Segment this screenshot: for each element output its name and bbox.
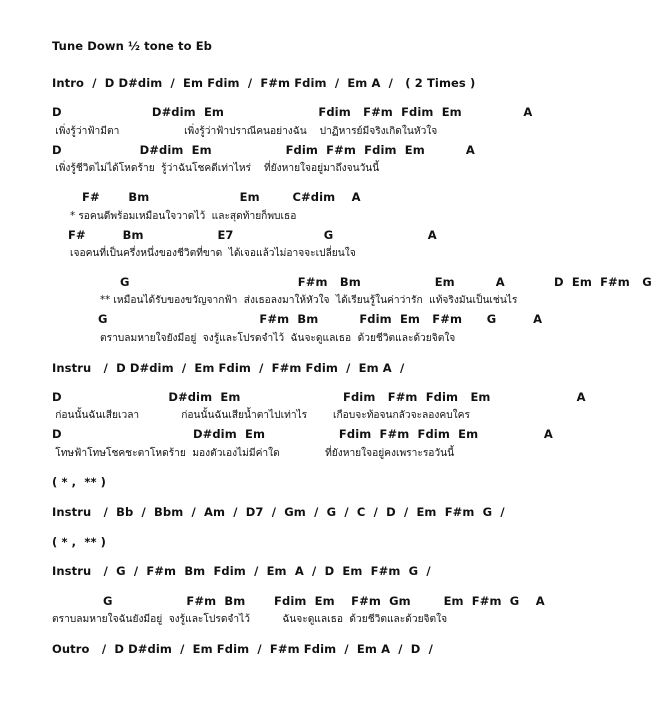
repeat-marker-2: ( * , ** )	[52, 535, 107, 549]
verse2-lyric-line-2: โทษฟ้าโทษโชคชะตาโหดร้าย มองตัวเองไม่มีค่าใด ที่ยังหายใจอยู่คงเพราะรอวันนี้	[52, 448, 455, 459]
verse1-lyric-line-1: เพิ่งรู้ว่าฟ้ามีตา เพิ่งรู้ว่าฟ้าปราณีคนอย่างฉัน ปาฏิหารย์มีจริงเกิดในหัวใจ	[52, 126, 438, 137]
repeat-marker-1: ( * , ** )	[52, 475, 107, 489]
verse1-lyric-line-2: เพิ่งรู้ชีวิตไม่ได้โหดร้าย รู้ว่าฉันโชคดีเท่าไหร่ ที่ยังหายใจอยู่มาถึงจนวันนี้	[52, 163, 380, 174]
verse2-chord-line-2: D D#dim Em Fdim F#m Fdim Em A	[52, 427, 553, 441]
chorus1-chord-line-1: F# Bm Em C#dim A	[82, 190, 361, 204]
ending-chord-line: G F#m Bm Fdim Em F#m Gm Em F#m G A	[103, 594, 545, 608]
intro-line: Intro / D D#dim / Em Fdim / F#m Fdim / Em A / ( 2 Times )	[52, 76, 476, 90]
verse1-chord-line-2: D D#dim Em Fdim F#m Fdim Em A	[52, 143, 475, 157]
chorus2-chord-line-1: G F#m Bm Em A D Em F#m G	[120, 275, 652, 289]
instrumental-line-1: Instru / D D#dim / Em Fdim / F#m Fdim / Em A /	[52, 361, 405, 375]
instrumental-line-3: Instru / G / F#m Bm Fdim / Em A / D Em F#m G /	[52, 564, 431, 578]
chorus2-lyric-line-2: ตราบลมหายใจยังมีอยู่ จงรู้และโปรดจำไว้ ฉันจะดูแลเธอ ด้วยชีวิตและด้วยจิตใจ	[100, 333, 456, 344]
chorus1-lyric-line-2: เจอคนที่เป็นครึ่งหนึ่งของชีวิตที่ขาด ได้เจอแล้วไม่อาจจะเปลี่ยนใจ	[70, 248, 356, 259]
verse1-chord-line-1: D D#dim Em Fdim F#m Fdim Em A	[52, 105, 533, 119]
verse2-lyric-line-1: ก่อนนั้นฉันเสียเวลา ก่อนนั้นฉันเสียน้ำตาไปเท่าไร เกือบจะท้อจนกลัวจะลองคบใคร	[52, 410, 470, 421]
instrumental-line-2: Instru / Bb / Bbm / Am / D7 / Gm / G / C / D / Em F#m G /	[52, 505, 505, 519]
chorus2-chord-line-2: G F#m Bm Fdim Em F#m G A	[98, 312, 543, 326]
chorus2-lyric-line-1: ** เหมือนได้รับของขวัญจากฟ้า ส่งเธอลงมาให้หัวใจ ได้เรียนรู้ในค่าว่ารัก แท้จริงมันเป็นเช่นไร	[100, 295, 518, 306]
chorus1-chord-line-2: F# Bm E7 G A	[68, 228, 437, 242]
verse2-chord-line-1: D D#dim Em Fdim F#m Fdim Em A	[52, 390, 586, 404]
chorus1-lyric-line-1: * รอคนดีพร้อมเหมือนใจวาดไว้ และสุดท้ายก็พบเธอ	[70, 211, 297, 222]
tuning-title: Tune Down ½ tone to Eb	[52, 39, 213, 53]
outro-line: Outro / D D#dim / Em Fdim / F#m Fdim / Em A / D /	[52, 642, 433, 656]
ending-lyric-line: ตราบลมหายใจฉันยังมีอยู่ จงรู้และโปรดจำไว้ ฉันจะดูแลเธอ ด้วยชีวิตและด้วยจิตใจ	[52, 614, 448, 625]
